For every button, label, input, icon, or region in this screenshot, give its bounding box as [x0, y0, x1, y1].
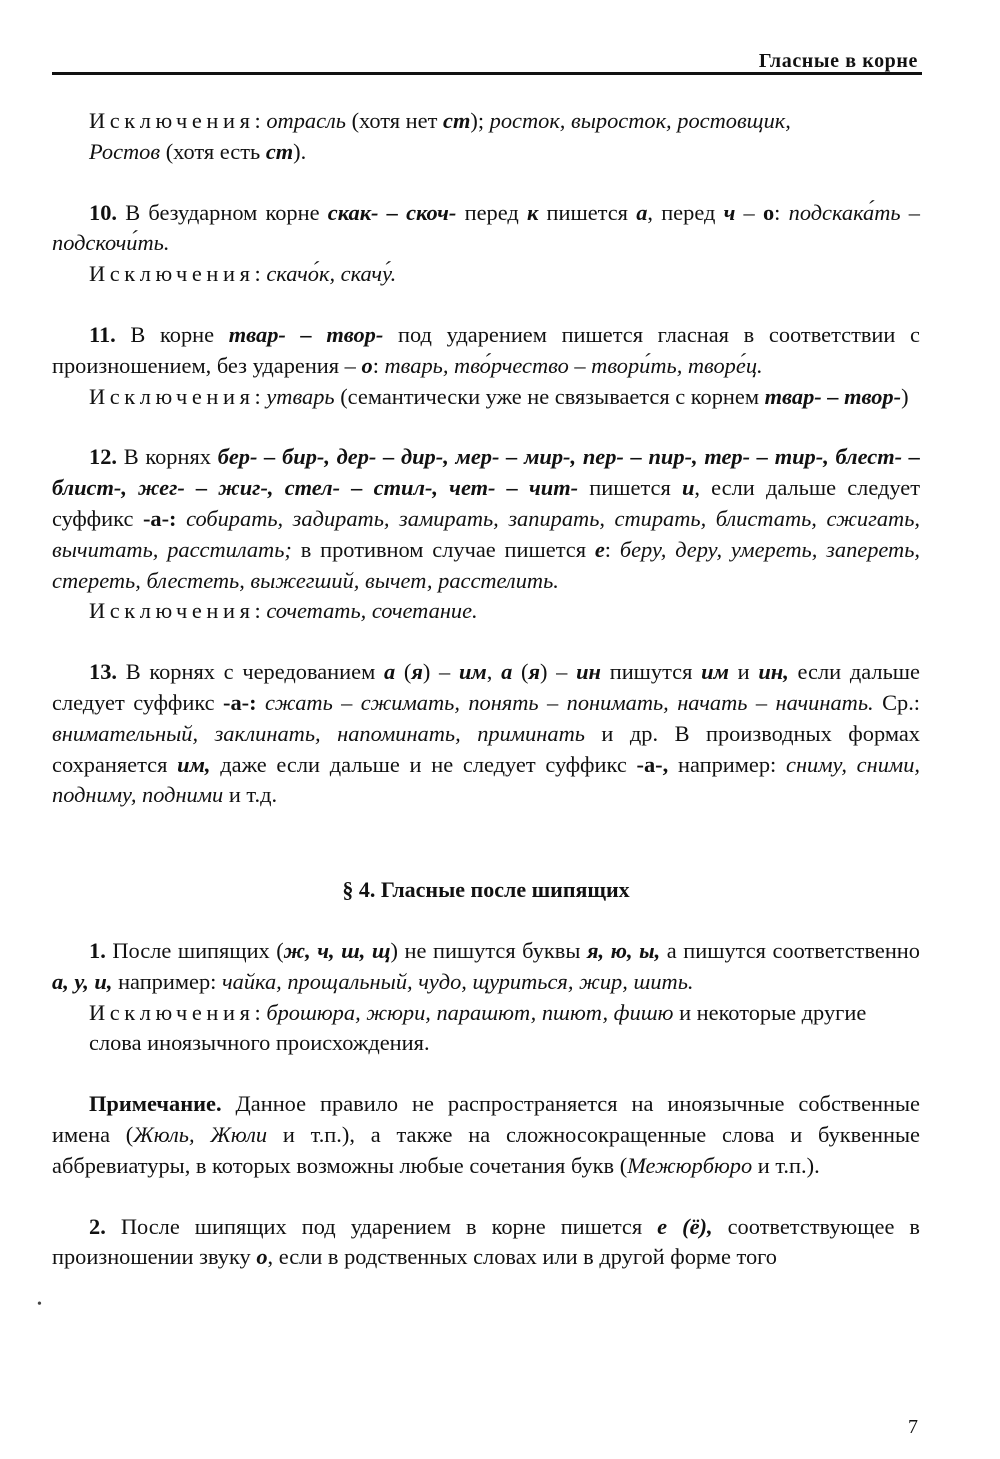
- rule-number: 13.: [89, 659, 117, 685]
- exceptions-label: Исключения: [89, 261, 255, 287]
- note-label: Примечание.: [89, 1091, 222, 1117]
- rule9-exceptions: Исключения: отрасль (хотя нет ст); росток, выросток, ростовщик, Ростов (хотя есть ст).: [89, 108, 791, 164]
- section4-rule-1: 1. После шипящих (ж, ч, ш, щ) не пишутся буквы я, ю, ы, а пишутся соответственно а, у, и, например: чайка, прощальный, чудо, щуриться, жир, шить.: [52, 937, 920, 994]
- exceptions-label: Исключения: [89, 999, 255, 1025]
- section4-rule-2: 2. После шипящих под ударением в корне пишется е (ё), соответствующее в произношении звуку о, если в родственных словах или в другой форме того: [52, 1213, 920, 1270]
- margin-dot: •: [37, 1297, 42, 1312]
- section-heading: § 4. Гласные после шипящих: [342, 877, 630, 903]
- rule-12: 12. В корнях бер- – бир-, дер- – дир-, мер- – мир-, пер- – пир-, тер- – тир-, блест- – блист-, жег- – жиг-, стел- – стил-, чет- – чит- пишется и, если дальше следует суффикс -а-: собирать, задирать, замирать, запирать, стирать, блистать, сжигать, вычитать, расстилать; в противном случае пишется е: беру, деру, умереть, запереть, стереть, блестеть, выжегший, вычет, расстелить.: [52, 444, 921, 593]
- running-head: Гласные в корне: [758, 50, 918, 72]
- rule-13: 13. В корнях с чередованием а (я) – им, а (я) – ин пишутся им и ин, если дальше следует суффикс -а-: сжать – сжимать, понять – понимать, начать – начинать. Ср.: внимательный, заклинать, напоминать, приминать и др. В производных формах сохраняется им, даже если дальше и не следует суффикс -а-, например: сниму, сними, подниму, подними и т.д.: [52, 659, 921, 808]
- rule-10: 10. В безударном корне скак- – скоч- перед к пишется а, перед ч – о: подскака́ть – подскочи́ть.: [52, 199, 920, 256]
- rule-12-exceptions: Исключения: сочетать, сочетание.: [89, 598, 478, 624]
- exceptions-label: Исключения: [89, 383, 255, 409]
- rule-number: 2.: [89, 1213, 106, 1239]
- rule-10-example: подскака́ть – подскочи́ть.: [52, 199, 920, 256]
- rule-number: 10.: [89, 199, 117, 225]
- rule-11-example: тварь, тво́рчество – твори́ть, творе́ц.: [384, 352, 763, 378]
- rule-11: 11. В корне твар- – твор- под ударением пишется гласная в соответствии с произношением, без ударения – о: тварь, тво́рчество – твори́ть, творе́ц.: [52, 321, 920, 378]
- rule-number: 11.: [89, 321, 116, 347]
- rule-11-exceptions: Исключения: утварь (семантически уже не связывается с корнем твар- – твор-): [89, 383, 909, 409]
- rule-10-exceptions: Исключения: скачо́к, скачу́.: [89, 261, 397, 287]
- header-rule: [52, 72, 922, 75]
- page-number: 7: [908, 1416, 918, 1438]
- section4-rule-1-exceptions: Исключения: брошюра, жюри, парашют, пшют, фишю и некоторые другие слова иноязычного происхождения.: [89, 999, 867, 1056]
- page-body: [52, 106, 920, 1273]
- rule-number: 12.: [89, 444, 117, 470]
- exceptions-label: Исключения: [89, 598, 255, 624]
- rule-number: 1.: [89, 937, 106, 963]
- exceptions-label: Исключения: [89, 108, 255, 133]
- note-paragraph: Примечание. Данное правило не распространяется на иноязычные собственные имена (Жюль, Жюли и т.п.), а также на сложносокращенные слова и буквенные аббревиатуры, в которых возможны любые сочетания букв (Межюрбюро и т.п.).: [52, 1091, 920, 1178]
